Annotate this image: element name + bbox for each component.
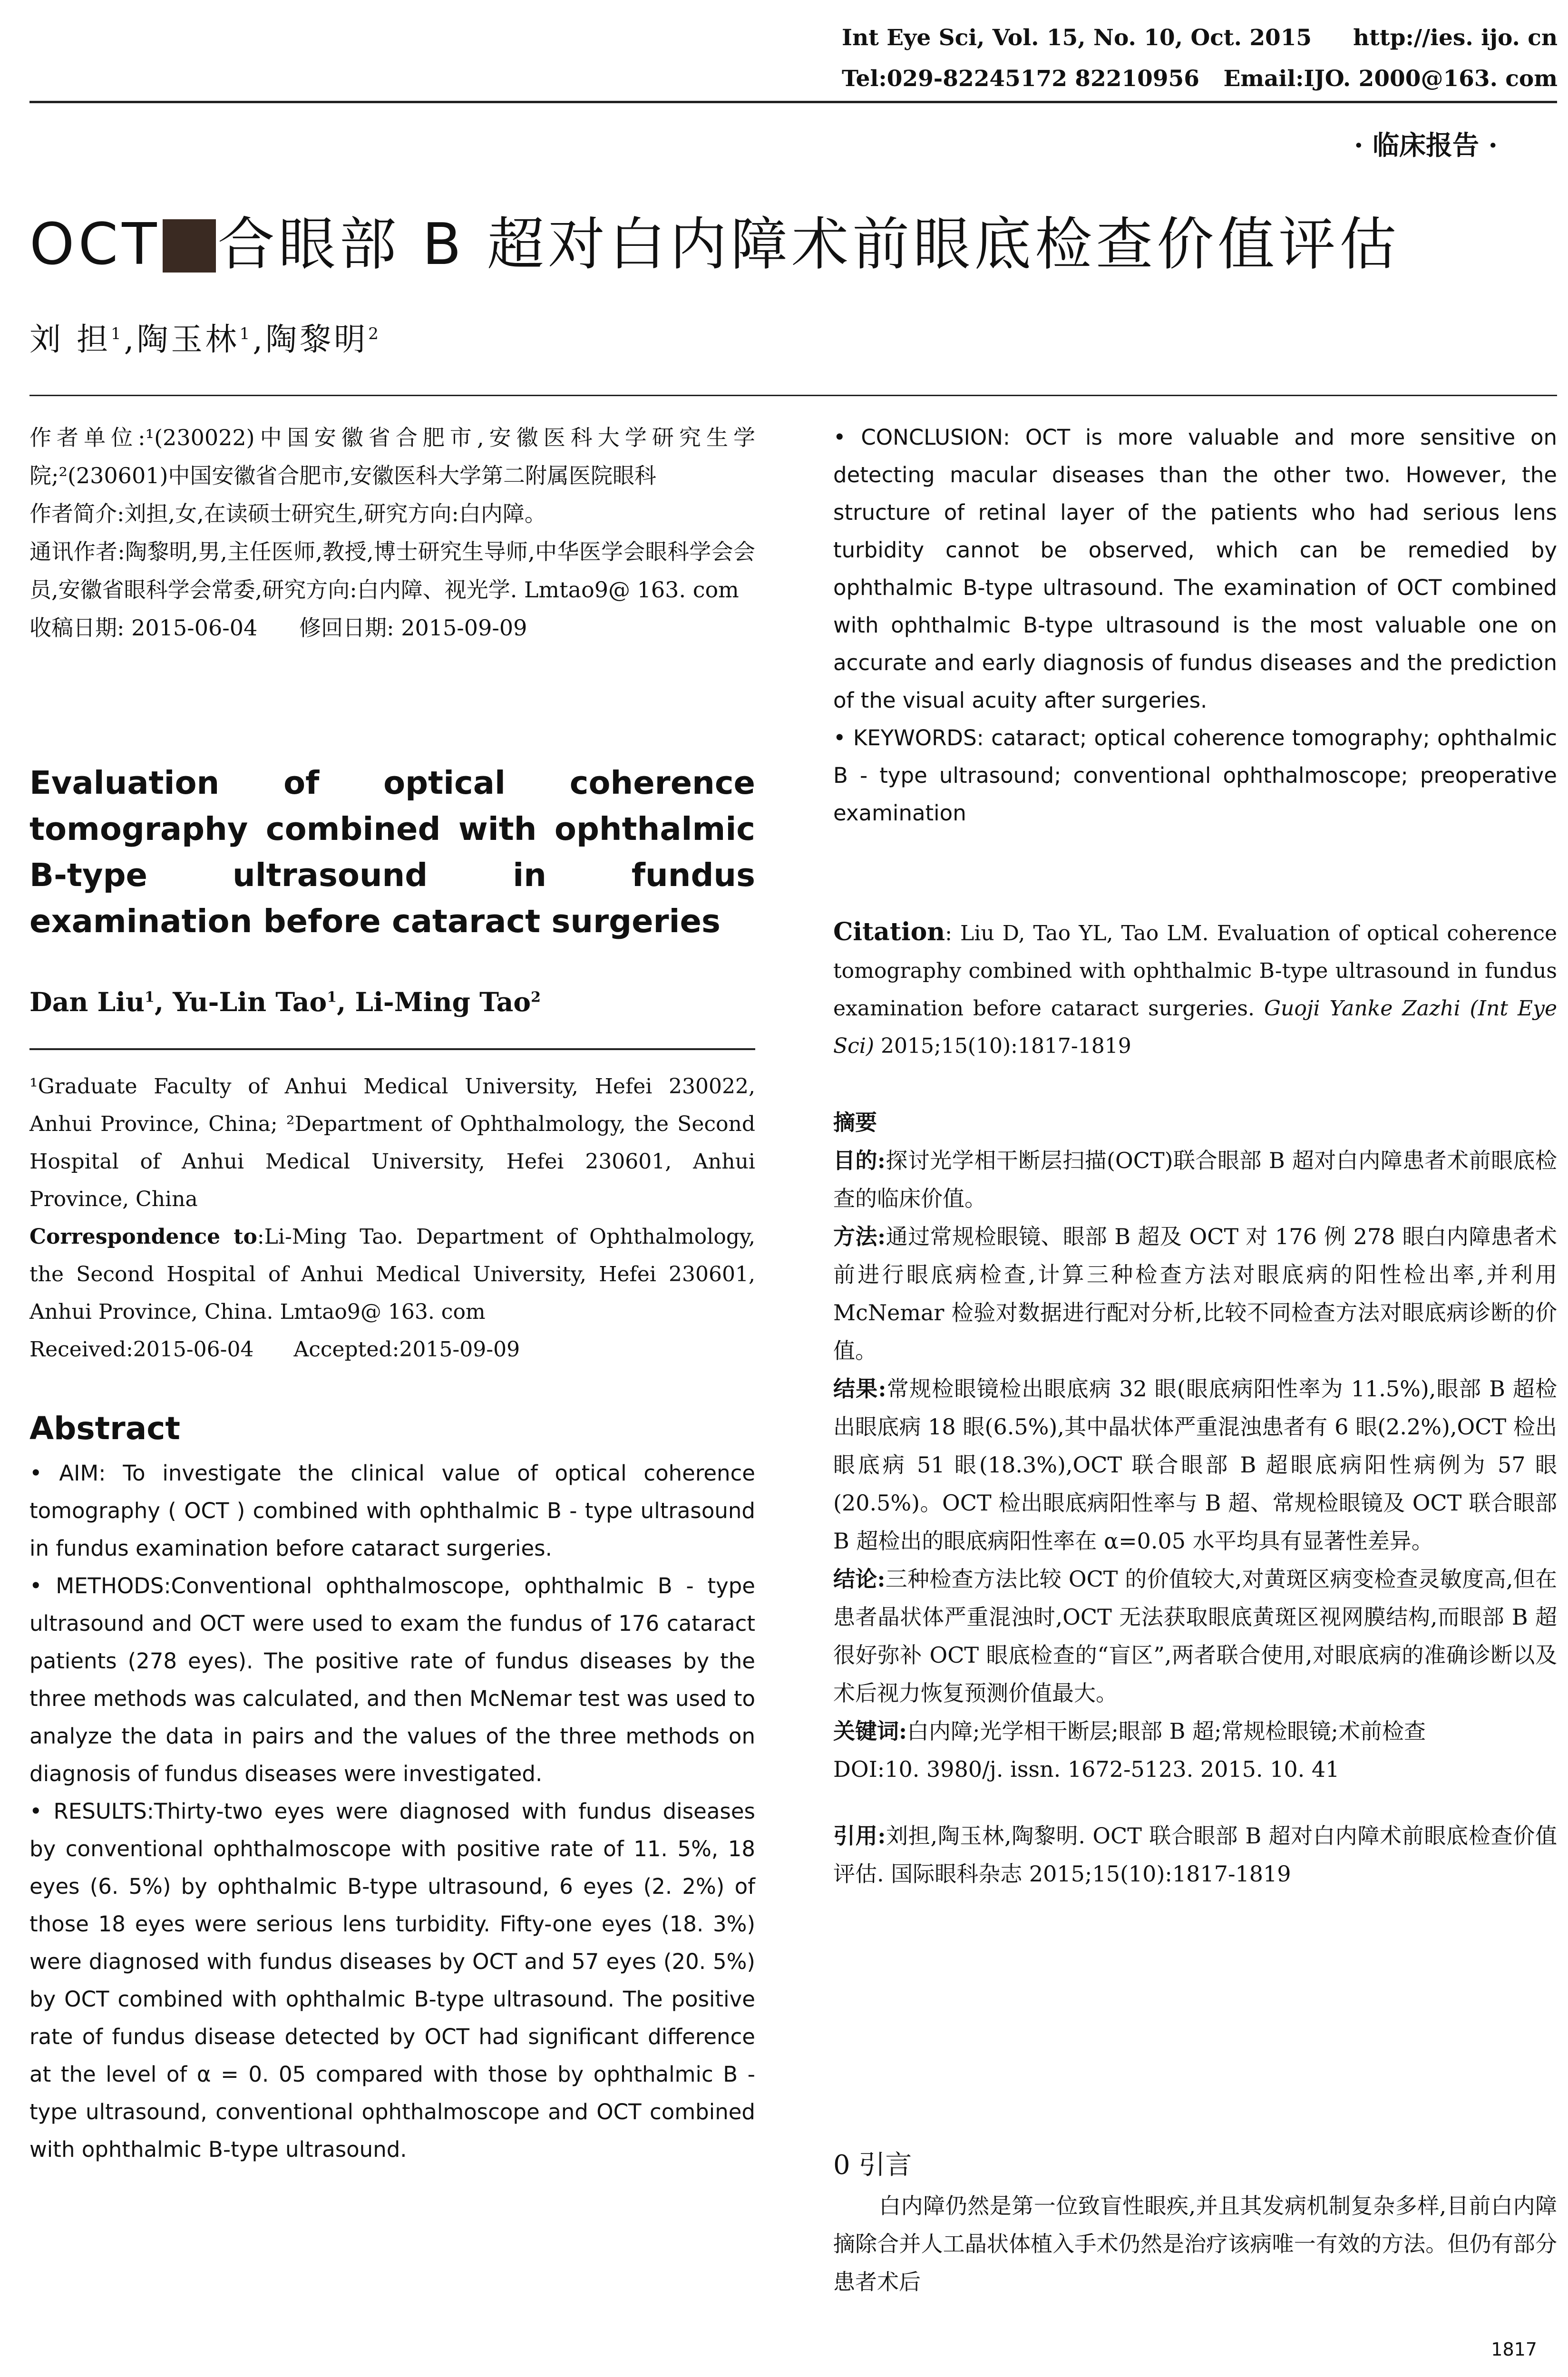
intro-text: 白内障仍然是第一位致盲性眼疾,并且其发病机制复杂多样,目前白内障摘除合并人工晶状体植入手术仍然是治疗该病唯一有效的方法。但仍有部分患者术后 — [833, 2193, 1557, 2295]
correspondence-label: Correspondence to — [29, 1225, 257, 1249]
author-en-2-sup: 1 — [327, 989, 337, 1006]
zhaiyao-keywords-text: 白内障;光学相干断层;眼部 B 超;常规检眼镜;术前检查 — [906, 1718, 1426, 1744]
journal-header-line2 — [842, 66, 1558, 92]
citation-paragraph — [833, 913, 1557, 1065]
author-intro: 作者简介:刘担,女,在读硕士研究生,研究方向:白内障。 — [29, 501, 546, 526]
correspondence-en — [29, 1218, 755, 1331]
yinyong-label: 引用: — [833, 1823, 886, 1849]
page-title-cn — [29, 199, 1400, 281]
citation-journal: Guoji Yanke Zazhi (Int Eye Sci) — [833, 996, 1557, 1058]
author-en-2: Yu-Lin Tao — [173, 986, 327, 1017]
journal-header-line1 — [842, 25, 1558, 51]
abstract-body — [29, 1454, 755, 2168]
corresponding-author: 通讯作者:陶黎明,男,主任医师,教授,博士研究生导师,中华医学会眼科学会会员,安徽省眼科学会常委,研究方向:白内障、视光学. Lmtao9@ 163. com — [29, 539, 755, 603]
doi: DOI:10. 3980/j. issn. 1672-5123. 2015. 10. 41 — [833, 1756, 1340, 1782]
zhaiyao-methods-text: 通过常规检眼镜、眼部 B 超及 OCT 对 176 例 278 眼白内障患者术前进行眼底病检查,计算三种检查方法对眼底病的阳性检出率,并利用 McNemar 检验对数据进行配对分析,比较不同检查方法对眼底病诊断的价值。 — [833, 1224, 1557, 1364]
zhaiyao-results — [833, 1370, 1557, 1560]
abstract-cn — [833, 1103, 1557, 1893]
journal-url: http://ies. ijo. cn — [1353, 25, 1558, 51]
correspondence-text: :Li-Ming Tao. Department of Ophthalmology, the Second Hospital of Anhui Medical University, Hefei 230601, Anhui Province, China. Lmtao9@ 163. com — [29, 1225, 755, 1324]
zhaiyao-methods-label: 方法: — [833, 1224, 886, 1249]
affiliation-en — [29, 1068, 755, 1368]
abstract-keywords: • KEYWORDS: cataract; optical coherence tomography; ophthalmic B - type ultrasound; conventional ophthalmoscope; preoperative examination — [833, 725, 1557, 826]
zhaiyao-methods — [833, 1218, 1557, 1370]
authors-cn: 刘 担$^1$,陶玉林$^1$,陶黎明$^2$ — [29, 321, 381, 358]
author-en-1: Dan Liu — [29, 986, 145, 1017]
header-rule — [29, 101, 1557, 103]
abstract-methods: • METHODS:Conventional ophthalmoscope, ophthalmic B - type ultrasound and OCT were used to exam the fundus of 176 cataract patients (278 eyes). The positive rate of fundus diseases by the three methods was calculated, and then McNemar test was used to analyze the data in pairs and the values of the three methods on diagnosis of fundus diseases were investigated. — [29, 1573, 755, 1786]
author-cn-3: 陶黎明 — [265, 321, 369, 358]
yinyong — [833, 1817, 1557, 1893]
abstract-heading: Abstract — [29, 1410, 180, 1447]
title-rule — [29, 395, 1557, 396]
intro-heading: 0 引言 — [833, 2150, 912, 2181]
authors-en: Dan Liu$^1$, Yu-Lin Tao$^1$, Li-Ming Tao$^2$ — [29, 986, 541, 1017]
redacted-glyph — [163, 219, 216, 273]
zhaiyao-aim-text: 探讨光学相干断层扫描(OCT)联合眼部 B 超对白内障患者术前眼底检查的临床价值。 — [833, 1148, 1558, 1211]
abstract-aim: • AIM: To investigate the clinical value of optical coherence tomography ( OCT ) combined with ophthalmic B - type ultrasound in fundus examination before cataract surgeries. — [29, 1461, 755, 1561]
zhaiyao-conclusion-label: 结论: — [833, 1566, 886, 1592]
affiliation-unit: 作者单位:¹(230022)中国安徽省合肥市,安徽医科大学研究生学院;²(230601)中国安徽省合肥市,安徽医科大学第二附属医院眼科 — [29, 425, 755, 488]
yinyong-text: 刘担,陶玉林,陶黎明. OCT 联合眼部 B 超对白内障术前眼底检查价值评估. 国际眼科杂志 2015;15(10):1817-1819 — [833, 1823, 1557, 1887]
citation-text: : Liu D, Tao YL, Tao LM. Evaluation of optical coherence tomography combined with ophthalmic B-type ultrasound in fundus examination before cataract surgeries. — [833, 921, 1557, 1021]
journal-email: Email:IJO. 2000@163. com — [1223, 66, 1558, 92]
zhaiyao-keywords — [833, 1712, 1557, 1750]
abstract-conclusion: • CONCLUSION: OCT is more valuable and more sensitive on detecting macular diseases than the other two. However, the structure of retinal layer of the patients who had serious lens turbidity cannot be observed, which can be remedied by ophthalmic B-type ultrasound. The examination of OCT combined with ophthalmic B-type ultrasound is the most valuable one on accurate and early diagnosis of fundus diseases and the prediction of the visual acuity after surgeries. — [833, 425, 1557, 713]
zhaiyao-conclusion — [833, 1560, 1557, 1712]
citation-en — [833, 913, 1557, 1065]
title-en: Evaluation of optical coherence tomography combined with ophthalmic B-type ultrasound in fundus examination before cataract surgeries — [29, 764, 755, 940]
journal-citation: Int Eye Sci, Vol. 15, No. 10, Oct. 2015 — [842, 25, 1312, 51]
zhaiyao-keywords-label: 关键词: — [833, 1718, 907, 1744]
author-cn-3-sup: 2 — [368, 324, 381, 343]
author-en-3: Li-Ming Tao — [355, 986, 531, 1017]
dates-en: Received:2015-06-04 Accepted:2015-09-09 — [29, 1337, 520, 1362]
dates-cn: 收稿日期: 2015-06-04 修回日期: 2015-09-09 — [29, 615, 527, 641]
zhaiyao-results-label: 结果: — [833, 1376, 886, 1402]
author-cn-1: 刘 担 — [29, 321, 111, 358]
zhaiyao-heading-row — [833, 1103, 1557, 1141]
author-cn-1-sup: 1 — [110, 324, 124, 343]
title-cn-post: 合眼部 B 超对白内障术前眼底检查价值评估 — [217, 212, 1401, 278]
affiliation-rule — [29, 1048, 755, 1050]
journal-tel: Tel:029-82245172 82210956 — [842, 66, 1199, 92]
zhaiyao-results-text: 常规检眼镜检出眼底病 32 眼(眼底病阳性率为 11.5%),眼部 B 超检出眼底病 18 眼(6.5%),其中晶状体严重混浊患者有 6 眼(2.2%),OCT 检出眼底病 51 眼(18.3%),OCT 联合眼部 B 超眼底病阳性病例为 57 眼(20.5%)。OCT 检出眼底病阳性率与 B 超、常规检眼镜及 OCT 联合眼部 B 超检出的眼底病阳性率在 α=0.05 水平均具有显著性差异。 — [833, 1376, 1558, 1554]
author-en-3-sup: 2 — [531, 989, 541, 1006]
citation-label: Citation — [833, 917, 945, 946]
author-cn-2-sup: 1 — [239, 324, 253, 343]
abstract-results: • RESULTS:Thirty-two eyes were diagnosed with fundus diseases by conventional ophthalmoscope with positive rate of 11. 5%, 18 eyes (6. 5%) by ophthalmic B-type ultrasound, 6 eyes (2. 2%) of those 18 eyes were serious lens turbidity. Fifty-one eyes (18. 3%) were diagnosed with fundus diseases by OCT and 57 eyes (20. 5%) by OCT combined with ophthalmic B-type ultrasound. The positive rate of fundus disease detected by OCT had significant difference at the level of α = 0. 05 compared with those by ophthalmic B - type ultrasound, conventional ophthalmoscope and OCT combined with ophthalmic B-type ultrasound. — [29, 1799, 755, 2162]
affiliation-en-text: ¹Graduate Faculty of Anhui Medical University, Hefei 230022, Anhui Province, China; ²Department of Ophthalmology, the Second Hospital of Anhui Medical University, Hefei 230601, Anhui Province, China — [29, 1074, 755, 1211]
zhaiyao-heading: 摘要 — [833, 1110, 877, 1135]
abstract-continued — [833, 419, 1557, 832]
title-cn-pre: OCT — [29, 212, 161, 278]
affiliation-cn — [29, 419, 755, 647]
author-cn-2: 陶玉林 — [136, 321, 240, 358]
zhaiyao-conclusion-text: 三种检查方法比较 OCT 的价值较大,对黄斑区病变检查灵敏度高,但在患者晶状体严重混浊时,OCT 无法获取眼底黄斑区视网膜结构,而眼部 B 超很好弥补 OCT 眼底检查的“盲区”,两者联合使用,对眼底病的准确诊断以及术后视力恢复预测价值最大。 — [833, 1566, 1558, 1706]
intro-body — [833, 2187, 1557, 2301]
citation-tail: 2015;15(10):1817-1819 — [874, 1034, 1131, 1058]
zhaiyao-aim — [833, 1141, 1557, 1218]
zhaiyao-aim-label: 目的: — [833, 1148, 886, 1173]
page-number: 1817 — [1491, 2339, 1537, 2360]
section-tag: · 临床报告 · — [1354, 130, 1498, 161]
author-en-1-sup: 1 — [145, 989, 155, 1006]
